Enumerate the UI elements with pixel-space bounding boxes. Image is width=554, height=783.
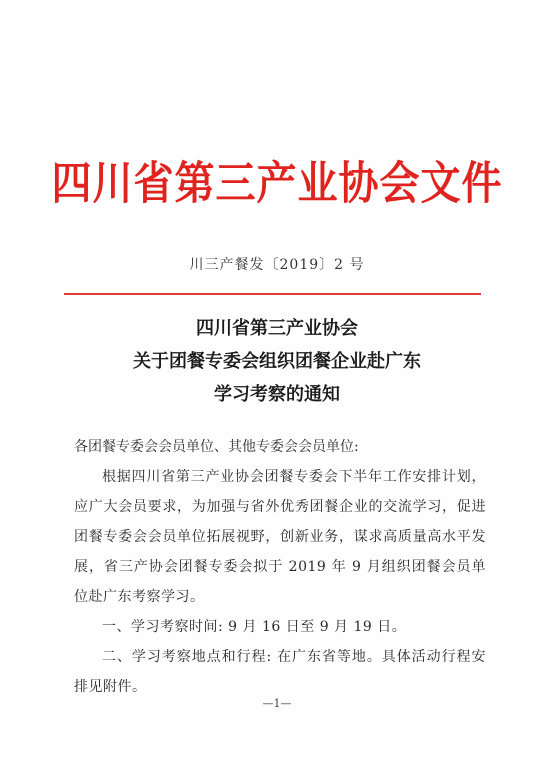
document-body (74, 432, 486, 702)
header-divider (64, 293, 481, 295)
document-number: 川三产餐发〔2019〕2 号 (189, 257, 365, 273)
page-number: —1— (262, 697, 292, 710)
body-paragraph: 根据四川省第三产业协会团餐专委会下半年工作安排计划，应广大会员要求，为加强与省外优秀团餐企业的交流学习，促进团餐专委会会员单位拓展视野，创新业务，谋求高质量高水平发展，省三产协会团餐专委会拟于 2019 年 9 月组织团餐会员单位赴广东考察学习。 (74, 469, 486, 605)
document-header-title: 四川省第三产业协会文件 (51, 157, 503, 210)
list-item-time: 一、学习考察时间: 9 月 16 日至 9 月 19 日。 (102, 619, 407, 635)
list-item-location: 二、学习考察地点和行程: 在广东省等地。具体活动行程安排见附件。 (74, 649, 486, 695)
subject-line-2: 关于团餐专委会组织团餐企业赴广东 (133, 351, 421, 372)
subject-line-1: 四川省第三产业协会 (196, 318, 358, 339)
salutation: 各团餐专委会会员单位、其他专委会会员单位: (74, 439, 359, 455)
document-subject (0, 312, 554, 411)
subject-line-3: 学习考察的通知 (214, 384, 340, 405)
